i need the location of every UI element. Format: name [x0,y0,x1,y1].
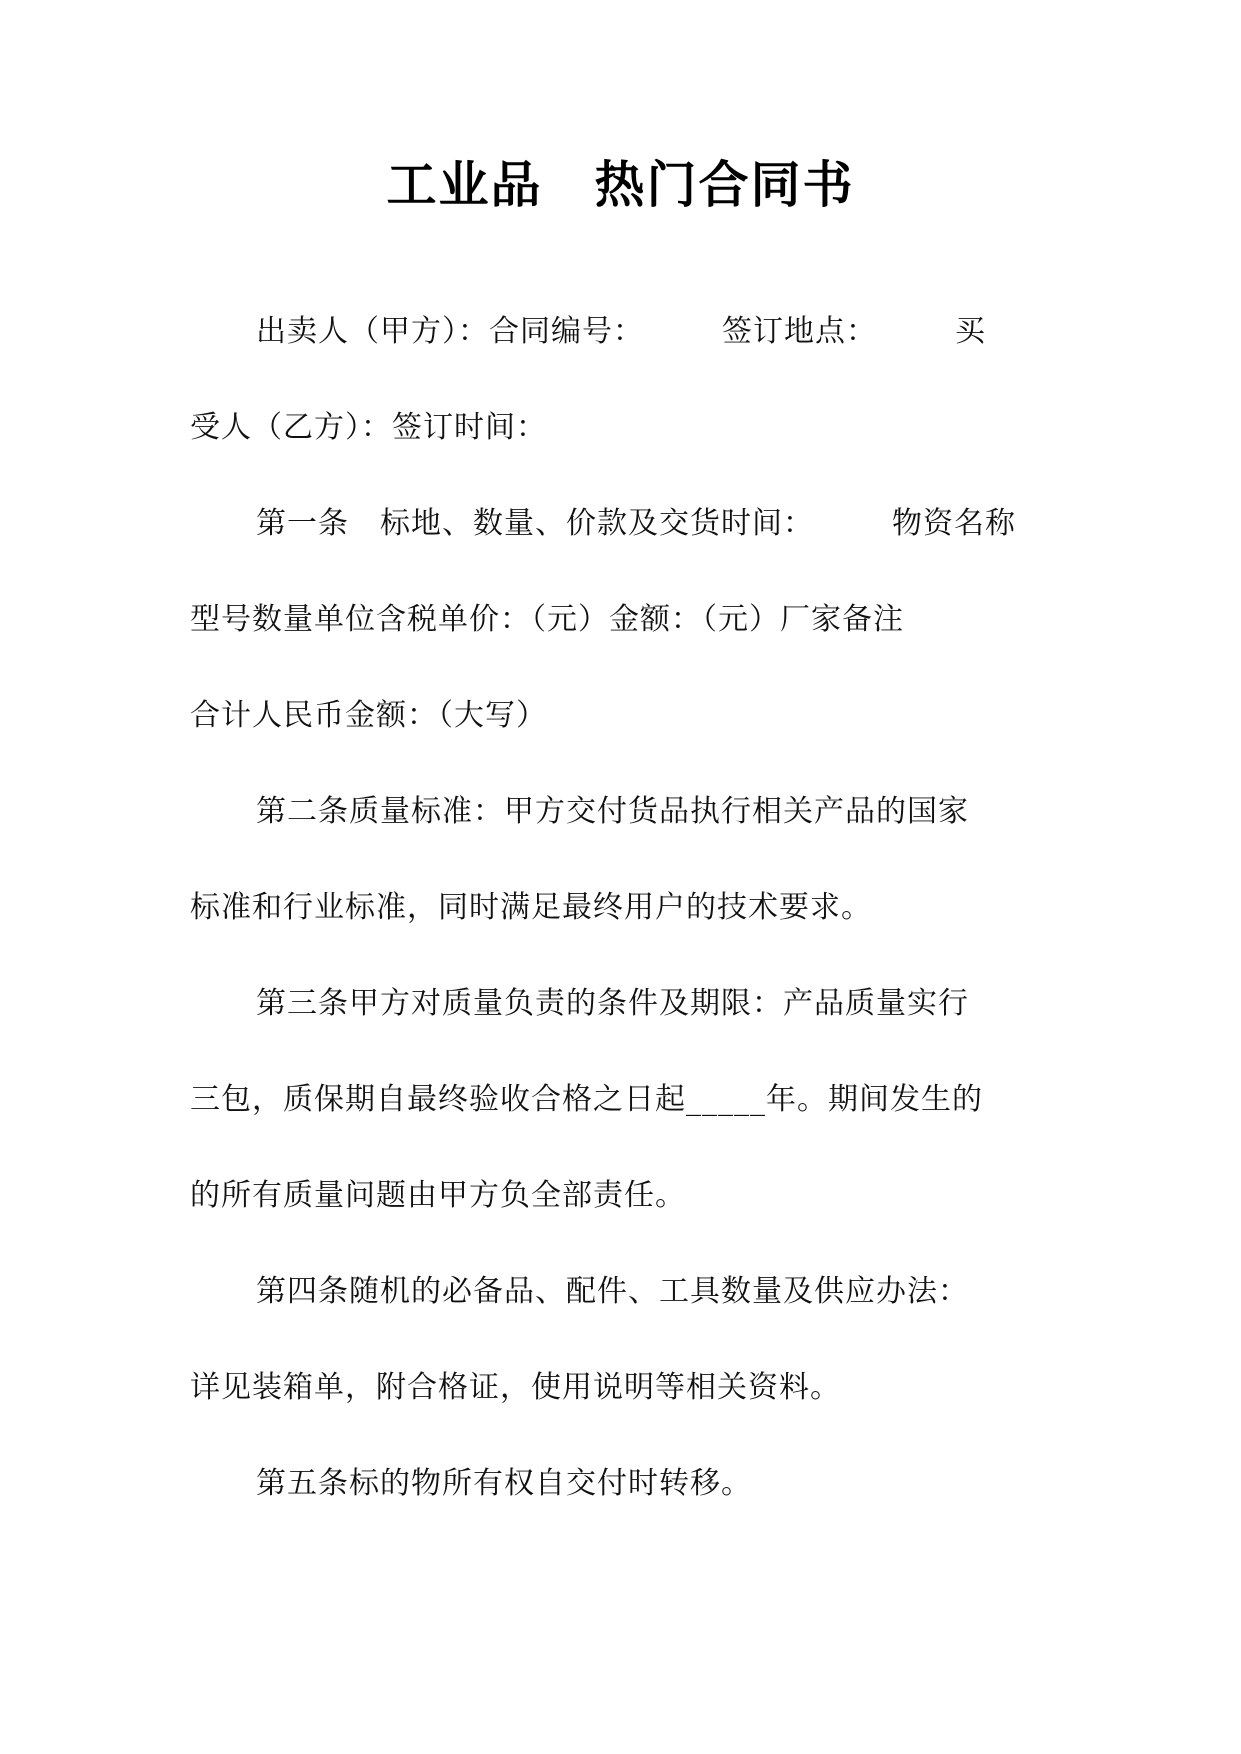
article-3-line-2: 三包，质保期自最终验收合格之日起_____年。期间发生的 [190,1082,983,1117]
article-2-line-1: 第二条质量标准：甲方交付货品执行相关产品的国家 [256,794,969,829]
document-title: 工业品 热门合同书 [386,156,855,214]
article-4-line-2: 详见装箱单，附合格证，使用说明等相关资料。 [190,1370,841,1405]
article-1-line: 第一条 标地、数量、价款及交货时间： 物资名称 [256,506,1016,541]
article-5-line: 第五条标的物所有权自交付时转移。 [256,1466,752,1501]
party-b-line: 受人（乙方）：签订时间： [190,410,547,445]
article-3-line-3: 的所有质量问题由甲方负全部责任。 [190,1178,686,1213]
party-a-line: 出卖人（甲方）：合同编号： 签订地点： 买 [256,314,986,349]
article-2-line-2: 标准和行业标准，同时满足最终用户的技术要求。 [190,890,872,925]
article-1-total-amount: 合计人民币金额：（大写） [190,698,547,733]
article-3-line-1: 第三条甲方对质量负责的条件及期限：产品质量实行 [256,986,969,1021]
article-4-line-1: 第四条随机的必备品、配件、工具数量及供应办法： [256,1274,969,1309]
article-1-table-header: 型号数量单位含税单价：（元）金额：（元）厂家备注 [190,602,904,637]
